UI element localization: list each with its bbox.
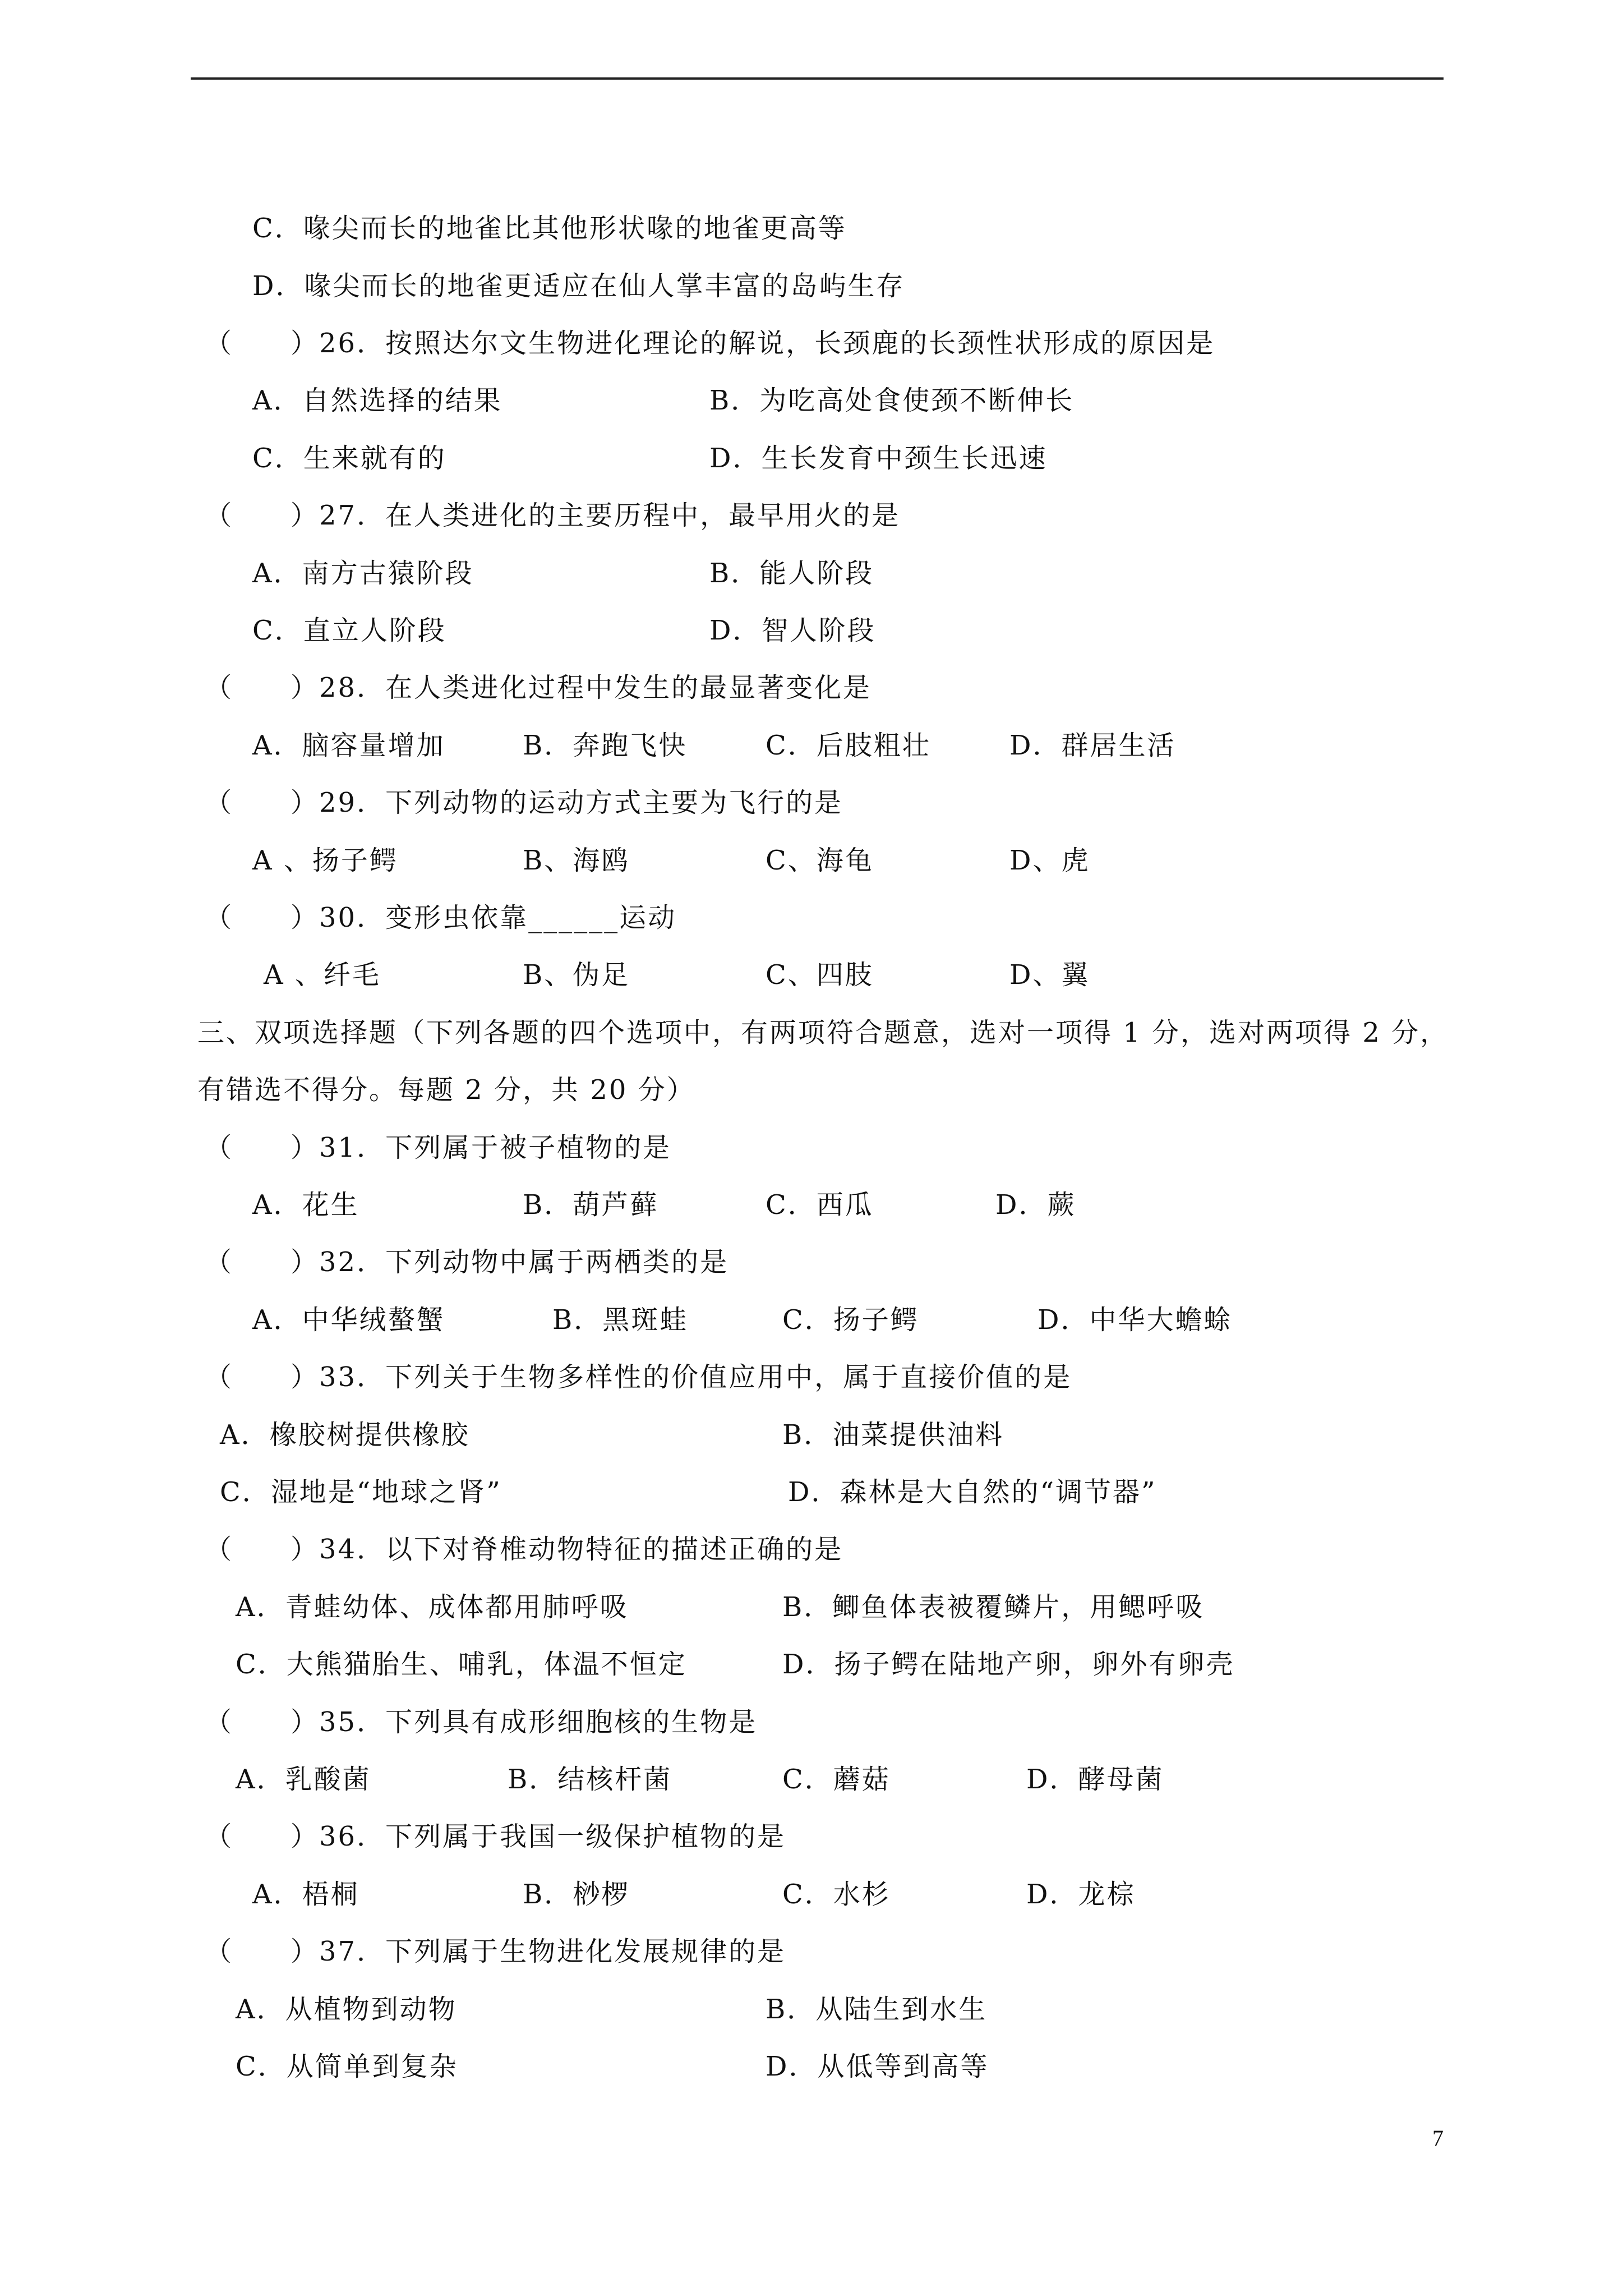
text-line: C．从简单到复杂 — [236, 2051, 458, 2082]
text-line: D．蕨 — [995, 1189, 1076, 1221]
text-line: （ ）28．在人类进化过程中发生的最显著变化是 — [205, 672, 872, 703]
text-line: B．结核杆菌 — [508, 1764, 672, 1795]
text-line: C．喙尖而长的地雀比其他形状喙的地雀更高等 — [252, 213, 847, 244]
section-heading: 有错选不得分。每题 2 分，共 20 分） — [197, 1074, 695, 1106]
text-line: B．为吃高处食使颈不断伸长 — [709, 385, 1075, 416]
text-line: B．从陆生到水生 — [766, 1994, 988, 2025]
text-line: （ ）37．下列属于生物进化发展规律的是 — [205, 1936, 786, 1967]
text-line: C．后肢粗壮 — [766, 730, 931, 761]
text-line: （ ）29．下列动物的运动方式主要为飞行的是 — [205, 787, 843, 818]
text-line: （ ）27．在人类进化的主要历程中，最早用火的是 — [205, 500, 901, 531]
text-line: C．西瓜 — [766, 1189, 874, 1221]
text-line: D、翼 — [1009, 959, 1090, 991]
text-line: A 、纤毛 — [264, 959, 381, 991]
text-line: D．喙尖而长的地雀更适应在仙人掌丰富的岛屿生存 — [252, 270, 905, 302]
text-line: （ ）26．按照达尔文生物进化理论的解说，长颈鹿的长颈性状形成的原因是 — [205, 328, 1215, 359]
text-line: C、四肢 — [766, 959, 874, 991]
text-line: （ ）30．变形虫依靠______运动 — [205, 902, 677, 933]
text-line: D．从低等到高等 — [766, 2051, 989, 2082]
text-line: A 、扬子鳄 — [252, 845, 398, 876]
text-line: A．南方古猿阶段 — [252, 558, 474, 589]
text-line: C．大熊猫胎生、哺乳，体温不恒定 — [236, 1649, 687, 1680]
text-line: C．湿地是“地球之肾” — [220, 1476, 502, 1508]
text-line: （ ）32．下列动物中属于两栖类的是 — [205, 1246, 729, 1278]
text-line: D、虎 — [1009, 845, 1090, 876]
text-line: D．智人阶段 — [709, 615, 876, 646]
text-line: C、海龟 — [766, 845, 874, 876]
text-line: （ ）36．下列属于我国一级保护植物的是 — [205, 1821, 786, 1852]
header-rule — [191, 77, 1444, 80]
text-line: D．群居生活 — [1009, 730, 1176, 761]
text-line: D．扬子鳄在陆地产卵，卵外有卵壳 — [782, 1649, 1235, 1680]
text-line: A．橡胶树提供橡胶 — [220, 1419, 470, 1451]
text-line: D．龙棕 — [1026, 1879, 1136, 1910]
text-line: D．生长发育中颈生长迅速 — [709, 443, 1048, 474]
page-number: 7 — [1432, 2125, 1444, 2151]
text-line: A．花生 — [252, 1189, 359, 1221]
text-line: （ ）33．下列关于生物多样性的价值应用中，属于直接价值的是 — [205, 1361, 1072, 1393]
text-line: C．生来就有的 — [252, 443, 446, 474]
text-line: B．黑斑蛙 — [552, 1304, 689, 1336]
text-line: B．油菜提供油料 — [782, 1419, 1004, 1451]
text-line: （ ）34．以下对脊椎动物特征的描述正确的是 — [205, 1534, 843, 1565]
text-line: D．中华大蟾蜍 — [1038, 1304, 1233, 1336]
text-line: A．脑容量增加 — [252, 730, 445, 761]
text-line: A．青蛙幼体、成体都用肺呼吸 — [236, 1591, 629, 1623]
text-line: A．中华绒螯蟹 — [252, 1304, 445, 1336]
text-line: B．桫椤 — [523, 1879, 630, 1910]
text-line: B．鲫鱼体表被覆鳞片，用鳃呼吸 — [782, 1591, 1205, 1623]
text-line: B．葫芦藓 — [523, 1189, 659, 1221]
text-line: A．梧桐 — [252, 1879, 359, 1910]
text-line: C．扬子鳄 — [782, 1304, 919, 1336]
text-line: D．森林是大自然的“调节器” — [788, 1476, 1157, 1508]
text-line: （ ）35．下列具有成形细胞核的生物是 — [205, 1706, 758, 1738]
text-line: D．酵母菌 — [1026, 1764, 1164, 1795]
text-line: A．乳酸菌 — [236, 1764, 371, 1795]
text-line: B、海鸥 — [523, 845, 630, 876]
text-line: B．能人阶段 — [709, 558, 874, 589]
text-line: A．自然选择的结果 — [252, 385, 502, 416]
section-heading: 三、双项选择题（下列各题的四个选项中，有两项符合题意，选对一项得 1 分，选对两项得 2 分， — [197, 1017, 1449, 1048]
text-line: C．直立人阶段 — [252, 615, 446, 646]
text-line: A．从植物到动物 — [236, 1994, 457, 2025]
text-line: （ ）31．下列属于被子植物的是 — [205, 1132, 672, 1163]
text-line: C．水杉 — [782, 1879, 891, 1910]
text-line: C．蘑菇 — [782, 1764, 891, 1795]
text-line: B．奔跑飞快 — [523, 730, 688, 761]
text-line: B、伪足 — [523, 959, 630, 991]
